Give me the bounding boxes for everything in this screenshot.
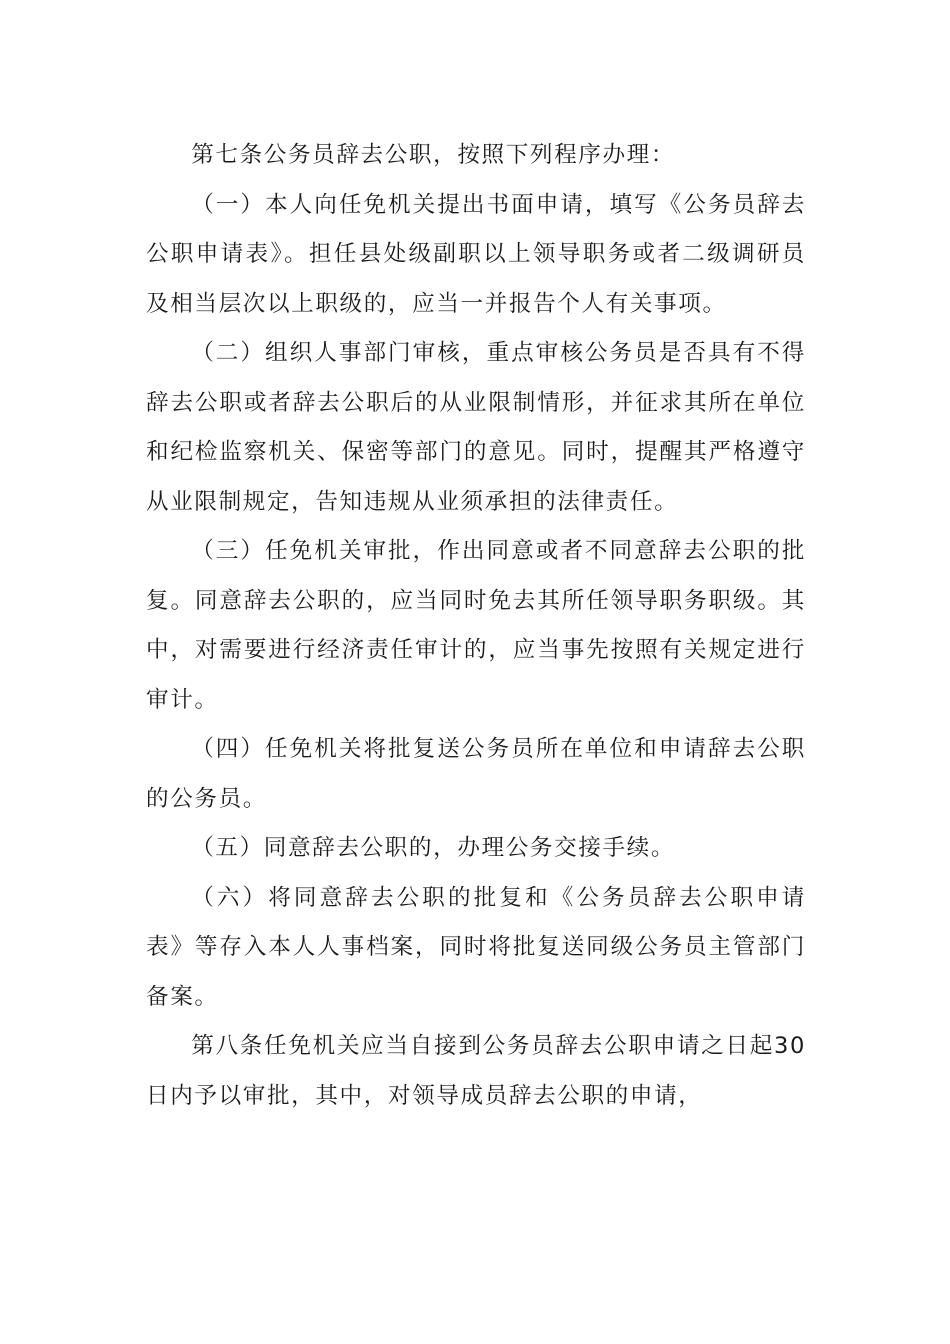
- paragraph-item-4: （四）任免机关将批复送公务员所在单位和申请辞去公职的公务员。: [146, 736, 806, 812]
- paragraph-item-5: （五）同意辞去公职的，办理公务交接手续。: [191, 835, 676, 861]
- paragraph-item-6: （六）将同意辞去公职的批复和《公务员辞去公职申请表》等存入本人人事档案，同时将批复送同级公务员主管部门备案。: [146, 884, 806, 1010]
- paragraph-article-7: 第七条公务员辞去公职，按照下列程序办理：: [191, 142, 676, 168]
- paragraph-item-1: （一）本人向任免机关提出书面申请，填写《公务员辞去公职申请表》。担任县处级副职以上领导职务或者二级调研员及相当层次以上职级的，应当一并报告个人有关事项。: [146, 191, 806, 317]
- paragraph-item-2: （二）组织人事部门审核，重点审核公务员是否具有不得辞去公职或者辞去公职后的从业限制情形，并征求其所在单位和纪检监察机关、保密等部门的意见。同时，提醒其严格遵守从业限制规定，告知违规从业须承担的法律责任。: [146, 340, 806, 515]
- paragraph-article-8: 第八条任免机关应当自接到公务员辞去公职申请之日起30日内予以审批，其中，对领导成员辞去公职的申请，: [146, 1033, 806, 1109]
- document-body: [146, 131, 806, 1121]
- paragraph-item-3: （三）任免机关审批，作出同意或者不同意辞去公职的批复。同意辞去公职的，应当同时免去其所任领导职务职级。其中，对需要进行经济责任审计的，应当事先按照有关规定进行审计。: [146, 538, 806, 713]
